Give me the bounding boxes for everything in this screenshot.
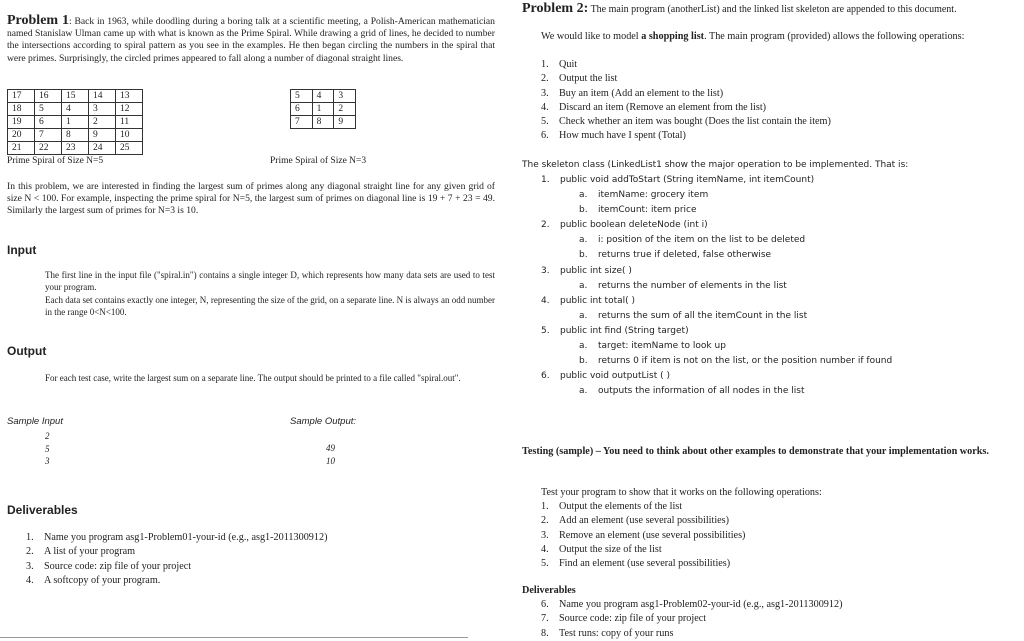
grid-cell: 18 bbox=[8, 103, 35, 116]
list-number: 4. bbox=[541, 295, 550, 306]
sample-output-label: Sample Output: bbox=[290, 416, 357, 427]
list-text: Quit bbox=[559, 59, 578, 70]
input-text-2: Each data set contains exactly one integer, N, representing the size of the grid, on a separate line. N is always an odd number in the range 0<N<100. bbox=[45, 294, 495, 318]
testing-heading: Testing (sample) – You need to think about other examples to demonstrate that your implementation works. bbox=[522, 446, 989, 457]
list-text: Check whether an item was bought (Does the list contain the item) bbox=[559, 116, 831, 128]
output-heading: Output bbox=[7, 344, 47, 358]
method-text: public int find (String target) bbox=[560, 325, 689, 336]
list-number: 1. bbox=[541, 59, 549, 70]
grid-cell: 8 bbox=[312, 116, 334, 129]
method-signature bbox=[541, 294, 892, 309]
prime-spiral-table-n5 bbox=[7, 89, 143, 155]
grid-cell: 3 bbox=[89, 103, 116, 116]
method-detail-text: itemName: grocery item bbox=[598, 190, 709, 201]
list-item bbox=[26, 531, 327, 545]
method-item bbox=[541, 264, 892, 294]
grid-cell: 6 bbox=[35, 116, 62, 129]
list-number: 1. bbox=[26, 532, 34, 543]
list-number: 6. bbox=[541, 130, 549, 142]
method-item bbox=[541, 324, 892, 369]
method-detail-text: target: itemName to look up bbox=[598, 341, 726, 352]
deliverables-list-2 bbox=[541, 598, 842, 641]
skeleton-intro: The skeleton class (LinkedList1 show the major operation to be implemented. That is: bbox=[522, 160, 909, 170]
method-detail-text: returns the sum of all the itemCount in the list bbox=[598, 310, 808, 321]
list-text: Name you program asg1-Problem02-your-id (e.g., asg1-2011300912) bbox=[559, 599, 843, 610]
input-heading: Input bbox=[7, 243, 37, 257]
method-item bbox=[541, 173, 892, 218]
method-detail-text: itemCount: item price bbox=[598, 205, 697, 216]
list-item bbox=[541, 58, 831, 72]
list-letter: a. bbox=[579, 310, 588, 321]
method-detail-text: returns true if deleted, false otherwise bbox=[598, 250, 772, 261]
grid-row bbox=[8, 142, 143, 155]
list-item bbox=[26, 545, 327, 559]
method-detail bbox=[541, 339, 892, 354]
list-text: Source code: zip file of your project bbox=[559, 613, 707, 625]
method-detail-text: returns the number of elements in the list bbox=[598, 280, 787, 291]
list-letter: a. bbox=[579, 235, 588, 246]
list-text: Remove an element (use several possibilities) bbox=[559, 529, 746, 541]
tests-list bbox=[541, 500, 745, 571]
list-number: 5. bbox=[541, 116, 549, 128]
list-number: 3. bbox=[541, 87, 549, 99]
grid-row bbox=[291, 103, 356, 116]
grid-cell: 24 bbox=[89, 142, 116, 155]
sample-input-line: 3 bbox=[45, 456, 50, 466]
list-number: 7. bbox=[541, 613, 549, 625]
method-text: public int total( ) bbox=[560, 295, 635, 306]
grid-cell: 7 bbox=[291, 116, 313, 129]
grid-cell: 10 bbox=[116, 129, 143, 142]
list-item bbox=[26, 560, 327, 574]
list-number: 5. bbox=[541, 325, 550, 336]
grid-cell: 22 bbox=[35, 142, 62, 155]
grid-cell: 14 bbox=[89, 90, 116, 103]
grid-cell: 7 bbox=[35, 129, 62, 142]
list-text: Output the size of the list bbox=[559, 543, 662, 555]
test-intro: Test your program to show that it works on the following operations: bbox=[541, 487, 822, 498]
list-text: Output the elements of the list bbox=[559, 501, 683, 512]
list-number: 1. bbox=[541, 175, 550, 185]
grid-row bbox=[8, 129, 143, 142]
list-number: 2. bbox=[541, 73, 549, 85]
list-text: A list of your program bbox=[44, 546, 136, 558]
problem1-intro-text: : Back in 1963, while doodling during a boring talk at a scientific meeting, a Polish-American mathematician named Stanislaw Ulman came up with what is known as the Prime Spiral. While drawing a grid of lines, he decided to number the intersections according to spiral pattern as you see in the examples. He then began circling the numbers in the spiral that were primes. Surprisingly, the circled primes appeared to fall along a number of diagonal straight lines. bbox=[7, 16, 495, 64]
grid-cell: 9 bbox=[334, 116, 356, 129]
method-detail-text: outputs the information of all nodes in the list bbox=[598, 386, 805, 397]
output-description: For each test case, write the largest sum on a separate line. The output should be printed to a file called "spiral.out". bbox=[45, 373, 461, 383]
method-detail bbox=[541, 248, 892, 263]
method-detail bbox=[541, 279, 892, 294]
list-number: 3. bbox=[541, 265, 550, 276]
grid-cell: 6 bbox=[291, 103, 313, 116]
method-item bbox=[541, 218, 892, 263]
intro-emphasis: a shopping list bbox=[641, 31, 705, 42]
list-item bbox=[541, 543, 745, 557]
list-item bbox=[541, 612, 842, 626]
method-detail-text: returns 0 if item is not on the list, or the position number if found bbox=[598, 356, 893, 367]
list-number: 3. bbox=[26, 560, 34, 572]
list-letter: a. bbox=[579, 341, 588, 352]
list-text: A softcopy of your program. bbox=[44, 574, 161, 586]
caption-n3: Prime Spiral of Size N=3 bbox=[270, 156, 367, 166]
grid-cell: 17 bbox=[8, 90, 35, 103]
method-text: public void addToStart (String itemName, int itemCount) bbox=[560, 175, 815, 185]
problem2-intro bbox=[541, 30, 1009, 44]
method-detail bbox=[541, 188, 892, 203]
list-item bbox=[541, 598, 842, 612]
method-text: public int size( ) bbox=[560, 265, 632, 276]
list-number: 2. bbox=[541, 220, 550, 231]
list-item bbox=[541, 557, 745, 571]
list-item bbox=[541, 115, 831, 129]
method-detail-text: i: position of the item on the list to be deleted bbox=[598, 235, 806, 246]
problem1-title: Problem 1 bbox=[7, 13, 69, 28]
prime-spiral-table-n3 bbox=[290, 89, 356, 129]
method-detail bbox=[541, 203, 892, 218]
grid-row bbox=[291, 90, 356, 103]
list-item bbox=[541, 72, 831, 86]
sample-output-line: 49 bbox=[326, 443, 335, 453]
list-number: 5. bbox=[541, 558, 549, 570]
list-item bbox=[541, 129, 831, 143]
grid-cell: 4 bbox=[312, 90, 334, 103]
grid-cell: 8 bbox=[62, 129, 89, 142]
grid-cell: 23 bbox=[62, 142, 89, 155]
problem2-title-rest: The main program (anotherList) and the linked list skeleton are appended to this document. bbox=[590, 4, 957, 15]
list-item bbox=[541, 627, 842, 641]
grid-cell: 16 bbox=[35, 90, 62, 103]
list-item bbox=[541, 514, 745, 528]
grid-row bbox=[8, 103, 143, 116]
grid-cell: 12 bbox=[116, 103, 143, 116]
input-description bbox=[45, 269, 495, 319]
problem1-intro bbox=[7, 15, 495, 65]
problem1-description: In this problem, we are interested in finding the largest sum of primes along any diagonal straight line for any given grid of size N < 100. For example, inspecting the prime spiral for N=5, the largest sum of primes on diagonal line is 19 + 7 + 23 = 49. Similarly the largest sum of primes for N=3 is 10. bbox=[7, 181, 495, 217]
list-letter: b. bbox=[579, 205, 588, 216]
method-detail bbox=[541, 384, 892, 399]
list-text: Output the list bbox=[559, 73, 618, 85]
list-letter: b. bbox=[579, 356, 588, 367]
method-signature bbox=[541, 324, 892, 339]
method-signature bbox=[541, 173, 892, 188]
sample-input-line: 5 bbox=[45, 443, 50, 454]
list-number: 4. bbox=[541, 101, 549, 113]
list-text: Discard an item (Remove an element from the list) bbox=[559, 101, 767, 113]
list-text: How much have I spent (Total) bbox=[559, 130, 686, 142]
grid-cell: 19 bbox=[8, 116, 35, 129]
method-detail bbox=[541, 233, 892, 248]
operations-list bbox=[541, 58, 831, 144]
deliverables-heading-1: Deliverables bbox=[7, 503, 78, 517]
list-letter: a. bbox=[579, 280, 588, 291]
list-number: 3. bbox=[541, 529, 549, 541]
caption-n5: Prime Spiral of Size N=5 bbox=[7, 156, 104, 166]
method-signature bbox=[541, 218, 892, 233]
grid-cell: 1 bbox=[62, 116, 89, 129]
list-text: Test runs: copy of your runs bbox=[559, 627, 674, 639]
list-letter: b. bbox=[579, 250, 588, 261]
grid-row bbox=[8, 116, 143, 129]
input-text-1: The first line in the input file ("spiral.in") contains a single integer D, which represents how many data sets are used to test your program. bbox=[45, 270, 495, 293]
method-signature bbox=[541, 369, 892, 384]
grid-cell: 9 bbox=[89, 129, 116, 142]
list-number: 4. bbox=[26, 574, 34, 586]
list-item bbox=[541, 101, 831, 115]
intro-text: We would like to model bbox=[541, 31, 642, 42]
method-detail bbox=[541, 354, 892, 369]
method-text: public void outputList ( ) bbox=[560, 371, 671, 382]
problem2-header bbox=[522, 1, 957, 17]
list-text: Add an element (use several possibilities) bbox=[559, 515, 730, 527]
deliverables-list-1 bbox=[26, 531, 327, 588]
grid-row bbox=[8, 90, 143, 103]
list-number: 6. bbox=[541, 371, 550, 382]
grid-row bbox=[291, 116, 356, 129]
grid-cell: 15 bbox=[62, 90, 89, 103]
list-item bbox=[541, 500, 745, 514]
deliverables-heading-2: Deliverables bbox=[522, 585, 576, 596]
method-item bbox=[541, 294, 892, 324]
list-letter: a. bbox=[579, 190, 588, 201]
sample-input-values bbox=[45, 430, 50, 468]
list-number: 1. bbox=[541, 501, 549, 512]
list-item bbox=[541, 529, 745, 543]
grid-cell: 5 bbox=[291, 90, 313, 103]
method-signature bbox=[541, 264, 892, 279]
list-number: 6. bbox=[541, 599, 549, 610]
list-number: 8. bbox=[541, 627, 549, 639]
list-item bbox=[26, 574, 327, 588]
list-item bbox=[541, 87, 831, 101]
list-number: 2. bbox=[26, 546, 34, 558]
sample-input-line: 2 bbox=[45, 431, 50, 441]
grid-cell: 3 bbox=[334, 90, 356, 103]
method-text: public boolean deleteNode (int i) bbox=[560, 220, 708, 231]
grid-cell: 2 bbox=[89, 116, 116, 129]
grid-cell: 4 bbox=[62, 103, 89, 116]
method-item bbox=[541, 369, 892, 399]
intro-text: . The main program (provided) allows the following operations: bbox=[704, 31, 965, 42]
list-text: Find an element (use several possibilities) bbox=[559, 558, 731, 570]
methods-list bbox=[541, 173, 892, 399]
problem2-title: Problem 2: bbox=[522, 1, 589, 16]
page-bottom-rule bbox=[0, 637, 468, 638]
grid-cell: 2 bbox=[334, 103, 356, 116]
list-text: Buy an item (Add an element to the list) bbox=[559, 87, 724, 99]
list-number: 2. bbox=[541, 515, 549, 527]
grid-cell: 5 bbox=[35, 103, 62, 116]
list-letter: a. bbox=[579, 386, 588, 397]
list-text: Name you program asg1-Problem01-your-id (e.g., asg1-2011300912) bbox=[44, 532, 328, 543]
sample-output-values bbox=[326, 442, 335, 467]
grid-cell: 25 bbox=[116, 142, 143, 155]
grid-cell: 20 bbox=[8, 129, 35, 142]
method-detail bbox=[541, 309, 892, 324]
list-number: 4. bbox=[541, 543, 549, 555]
list-text: Source code: zip file of your project bbox=[44, 560, 192, 572]
sample-input-label: Sample Input bbox=[7, 416, 63, 427]
grid-cell: 21 bbox=[8, 142, 35, 155]
grid-cell: 11 bbox=[116, 116, 143, 129]
grid-cell: 13 bbox=[116, 90, 143, 103]
grid-cell: 1 bbox=[312, 103, 334, 116]
sample-output-line: 10 bbox=[326, 455, 335, 466]
